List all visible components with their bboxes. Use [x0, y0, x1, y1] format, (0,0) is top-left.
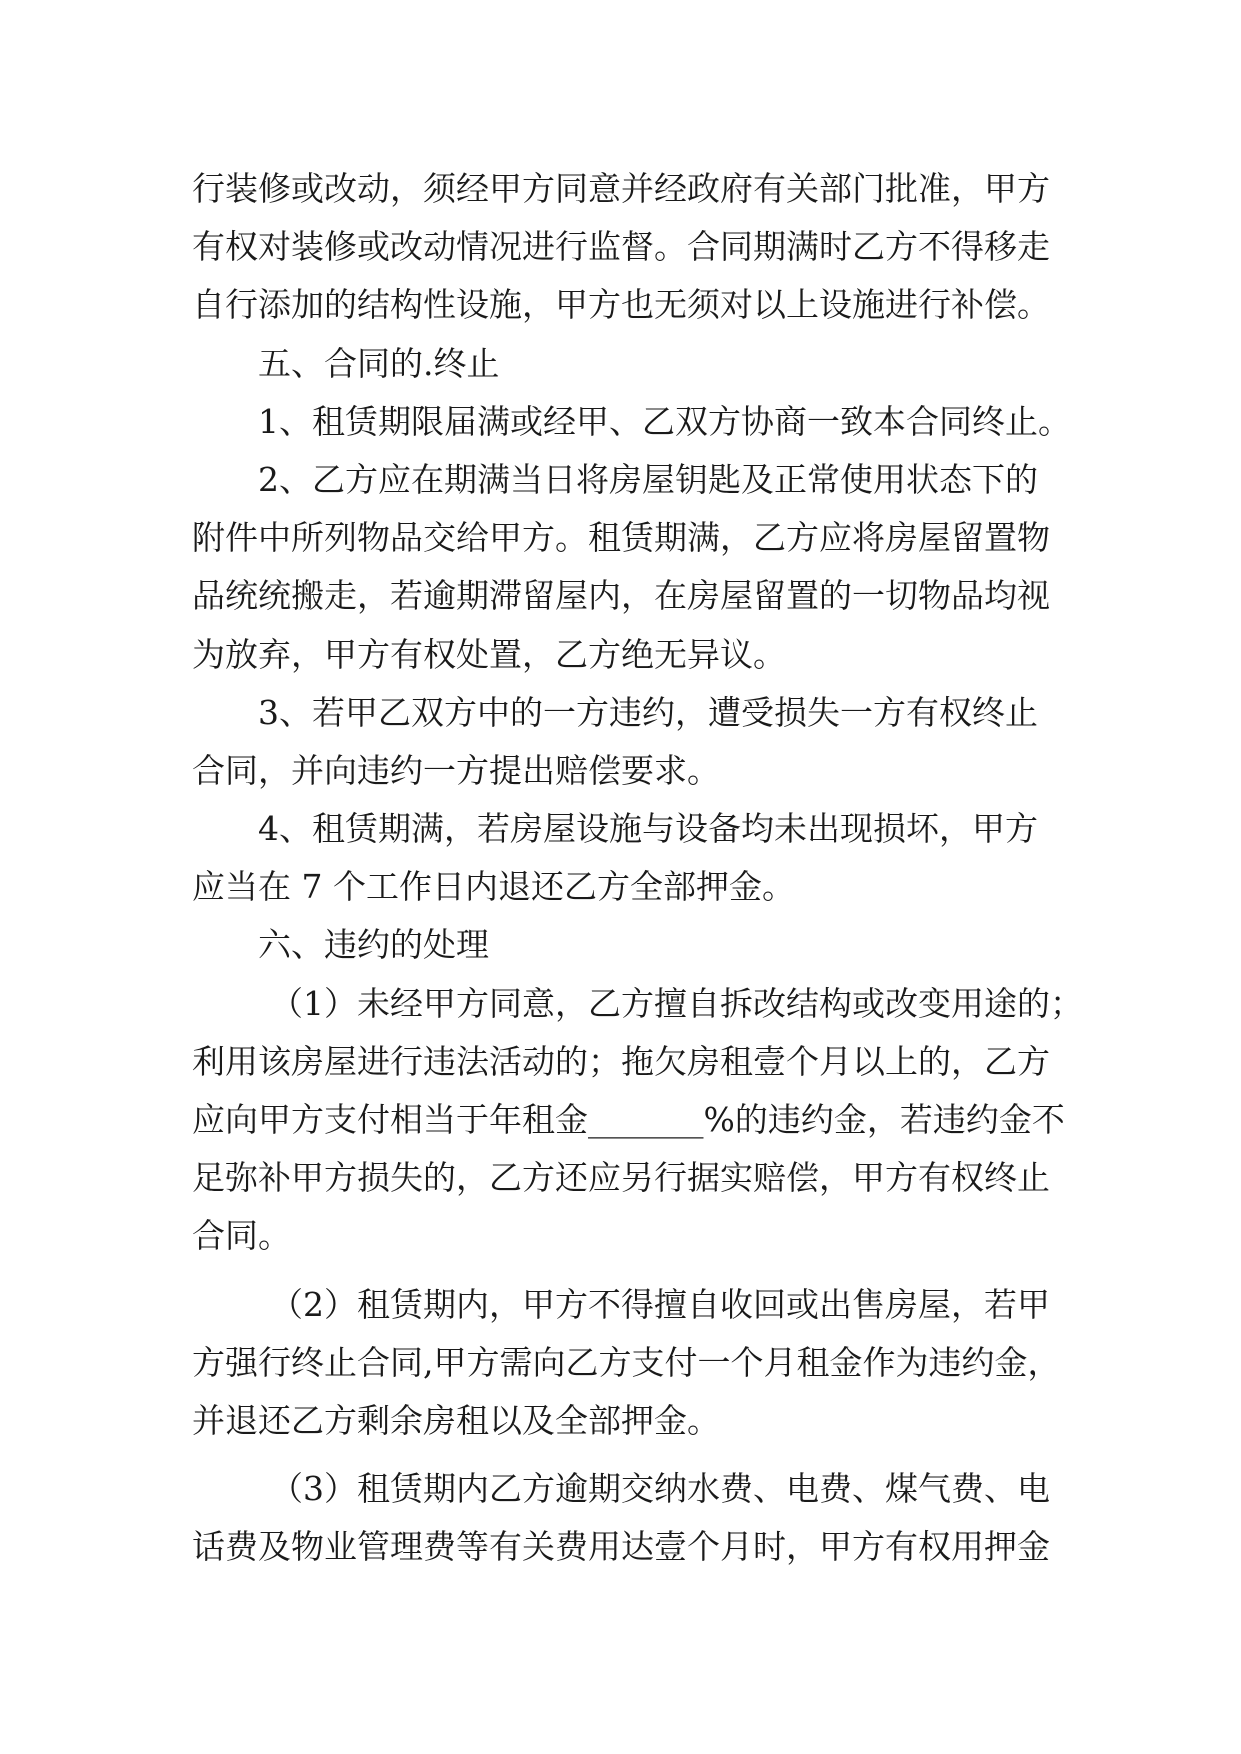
document-body — [192, 160, 1083, 1577]
text-line: 行装修或改动，须经甲方同意并经政府有关部门批准，甲方 — [192, 169, 1050, 208]
text-line: （2）租赁期内，甲方不得擅自收回或出售房屋，若甲 — [270, 1284, 1050, 1324]
text-line: 话费及物业管理费等有关费用达壹个月时，甲方有权用押金 — [192, 1527, 1050, 1567]
text-line: 2、乙方应在期满当日将房屋钥匙及正常使用状态下的 — [258, 459, 1038, 499]
text-line: 并退还乙方剩余房租以及全部押金。 — [192, 1400, 720, 1440]
text-line: 自行添加的结构性设施，甲方也无须对以上设施进行补偿。 — [192, 285, 1050, 325]
paragraph-gap — [192, 1266, 1072, 1276]
text-line: （1）未经甲方同意，乙方擅自拆改结构或改变用途的； — [270, 983, 1083, 1023]
text-line: 合同。 — [192, 1216, 291, 1256]
text-line: 4、租赁期满，若房屋设施与设备均未出现损坏，甲方 — [258, 809, 1038, 849]
text-line: 方强行终止合同,甲方需向乙方支付一个月租金作为违约金， — [192, 1342, 1061, 1382]
text-line: （3）租赁期内乙方逾期交纳水费、电费、煤气费、电 — [270, 1469, 1050, 1509]
text-line: 3、若甲乙双方中的一方违约，遭受损失一方有权终止 — [258, 692, 1038, 732]
section-heading-breach: 六、违约的处理 — [258, 925, 489, 965]
text-line: 足弥补甲方损失的，乙方还应另行据实赔偿，甲方有权终止 — [192, 1158, 1050, 1198]
text-line: 有权对装修或改动情况进行监督。合同期满时乙方不得移走 — [192, 227, 1050, 267]
section-heading-termination: 五、合同的.终止 — [258, 343, 500, 383]
text-line: 应向甲方支付相当于年租金_______%的违约金，若违约金不 — [192, 1100, 1065, 1139]
text-line: 利用该房屋进行违法活动的；拖欠房租壹个月以上的，乙方 — [192, 1041, 1050, 1081]
paragraph-gap — [192, 1450, 1072, 1460]
text-line: 合同，并向违约一方提出赔偿要求。 — [192, 750, 720, 790]
text-line: 应当在 7 个工作日内退还乙方全部押金。 — [192, 867, 795, 907]
text-line: 为放弃，甲方有权处置，乙方绝无异议。 — [192, 634, 786, 674]
text-line: 附件中所列物品交给甲方。租赁期满，乙方应将房屋留置物 — [192, 518, 1050, 558]
text-line: 品统统搬走，若逾期滞留屋内，在房屋留置的一切物品均视 — [192, 576, 1050, 616]
text-line: 1、租赁期限届满或经甲、乙双方协商一致本合同终止。 — [258, 401, 1071, 441]
